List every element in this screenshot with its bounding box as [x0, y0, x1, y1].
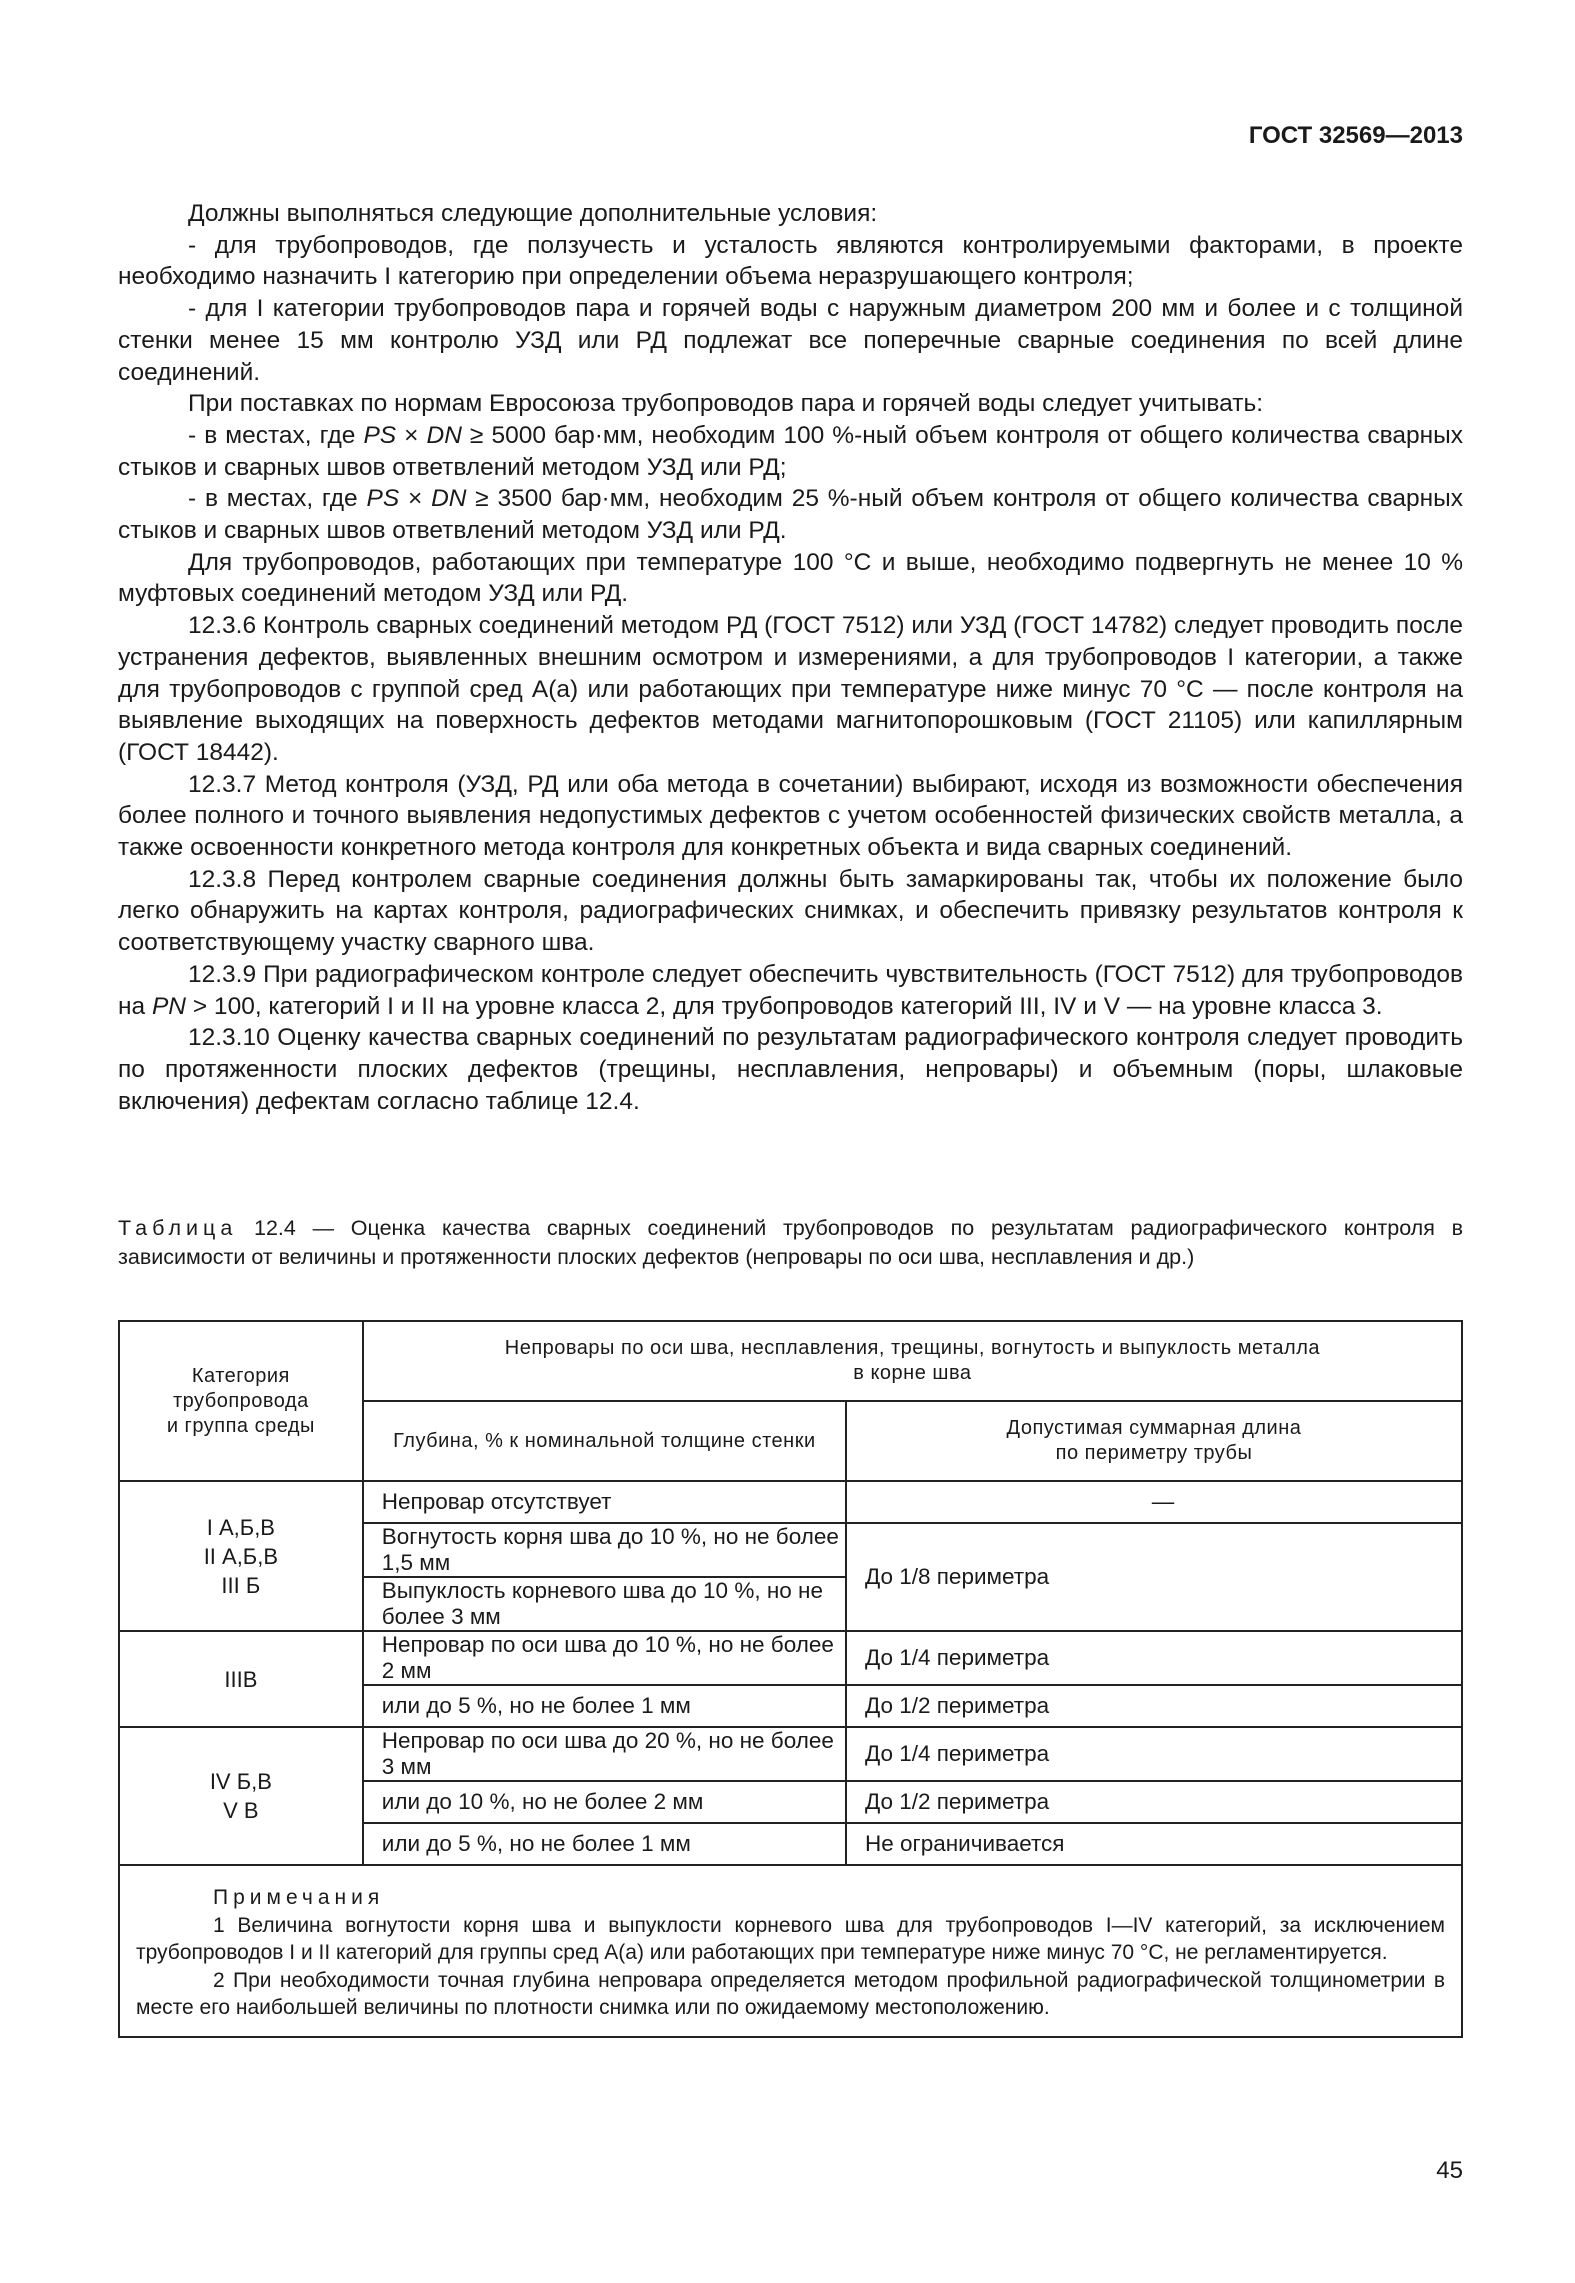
document-id: ГОСТ 32569—2013: [1248, 122, 1463, 149]
length-cell: Не ограничивается: [846, 1823, 1462, 1865]
body-text: [118, 198, 1463, 1117]
depth-cell: Непровар по оси шва до 20 %, но не более 3 мм: [363, 1727, 846, 1781]
depth-cell: Выпуклость корневого шва до 10 %, но не более 3 мм: [363, 1577, 846, 1631]
notes-title: Примечания: [213, 1886, 385, 1909]
paragraph: Для трубопроводов, работающих при температуре 100 °С и выше, необходимо подвергнуть не менее 10 % муфтовых соединений методом УЗД или РД.: [118, 548, 1463, 608]
table-caption-label: Таблица: [118, 1216, 238, 1240]
header-defects-group: Непровары по оси шва, несплавления, трещины, вогнутость и выпуклость металла в корне шва: [363, 1321, 1462, 1401]
table-row: [119, 1481, 1462, 1523]
length-cell: —: [846, 1481, 1462, 1523]
category-cell: IV Б,В V В: [119, 1727, 363, 1865]
paragraph: 12.3.9 При радиографическом контроле следует обеспечить чувствительность (ГОСТ 7512) для трубопроводов на PN > 100, категорий I и II на уровне класса 2, для трубопроводов категорий III, IV и V — на уровне класса 3.: [118, 960, 1463, 1020]
paragraph: Должны выполняться следующие дополнительные условия:: [188, 200, 878, 227]
paragraph: 12.3.10 Оценку качества сварных соединений по результатам радиографического контроля следует проводить по протяженности плоских дефектов (трещины, несплавления, непровары) и объемным (поры, шлаковые включения) дефектам согласно таблице 12.4.: [118, 1024, 1463, 1115]
paragraph: 12.3.7 Метод контроля (УЗД, РД или оба метода в сочетании) выбирают, исходя из возможности обеспечения более полного и точного выявления недопустимых дефектов с учетом особенностей физических свойств металла, а также освоенности конкретного метода контроля для конкретных объекта и вида сварных соединений.: [118, 770, 1463, 862]
length-cell: До 1/2 периметра: [846, 1685, 1462, 1727]
header-length: Допустимая суммарная длина по периметру трубы: [846, 1401, 1462, 1481]
depth-cell: или до 10 %, но не более 2 мм: [363, 1781, 846, 1823]
header-category: Категория трубопровода и группа среды: [119, 1321, 363, 1481]
paragraph: 12.3.8 Перед контролем сварные соединения должны быть замаркированы так, чтобы их положение было легко обнаружить на картах контроля, радиографических снимках, и обеспечить привязку результатов контроля к соответствующему участку сварного шва.: [118, 865, 1463, 957]
length-cell: До 1/4 периметра: [846, 1631, 1462, 1685]
length-cell: До 1/4 периметра: [846, 1727, 1462, 1781]
note-item: 1 Величина вогнутости корня шва и выпуклости корневого шва для трубопроводов I—IV категорий, за исключением трубопроводов I и II категорий для группы сред А(а) или работающих при температуре ниже минус 70 °С, не регламентируется.: [136, 1913, 1445, 1964]
note-item: 2 При необходимости точная глубина непровара определяется методом профильной радиографической толщинометрии в месте его наибольшей величины по плотности снимка или по ожидаемому местоположению.: [136, 1968, 1445, 2019]
depth-cell: Непровар по оси шва до 10 %, но не более 2 мм: [363, 1631, 846, 1685]
category-cell: IIIВ: [119, 1631, 363, 1727]
quality-table: [118, 1320, 1463, 2038]
depth-cell: или до 5 %, но не более 1 мм: [363, 1685, 846, 1727]
depth-cell: или до 5 %, но не более 1 мм: [363, 1823, 846, 1865]
page-number: 45: [1436, 2157, 1463, 2184]
paragraph: - в местах, где PS × DN ≥ 5000 бар·мм, необходим 100 %-ный объем контроля от общего количества сварных стыков и сварных швов ответвлений методом УЗД или РД;: [118, 421, 1464, 481]
length-cell: До 1/2 периметра: [846, 1781, 1462, 1823]
table-row: [119, 1631, 1462, 1685]
depth-cell: Непровар отсутствует: [363, 1481, 846, 1523]
table-notes: [119, 1865, 1462, 2037]
table-row: [119, 1727, 1462, 1781]
header-depth: Глубина, % к номинальной толщине стенки: [363, 1401, 846, 1481]
depth-cell: Вогнутость корня шва до 10 %, но не более 1,5 мм: [363, 1523, 846, 1577]
length-cell: До 1/8 периметра: [846, 1523, 1462, 1631]
paragraph: - для трубопроводов, где ползучесть и усталость являются контролируемыми факторами, в проекте необходимо назначить I категорию при определении объема неразрушающего контроля;: [118, 231, 1463, 291]
paragraph: 12.3.6 Контроль сварных соединений методом РД (ГОСТ 7512) или УЗД (ГОСТ 14782) следует проводить после устранения дефектов, выявленных внешним осмотром и измерениями, а для трубопроводов I категории, а также для трубопроводов с группой сред А(а) или работающих при температуре ниже минус 70 °С — после контроля на выявление выходящих на поверхность дефектов методами магнитопорошковым (ГОСТ 21105) или капиллярным (ГОСТ 18442).: [118, 612, 1463, 766]
paragraph: При поставках по нормам Евросоюза трубопроводов пара и горячей воды следует учитывать:: [188, 390, 1264, 418]
paragraph: - в местах, где PS × DN ≥ 3500 бар·мм, необходим 25 %-ный объем контроля от общего количества сварных стыков и сварных швов ответвлений методом УЗД или РД.: [118, 485, 1464, 545]
paragraph: - для I категории трубопроводов пара и горячей воды с наружным диаметром 200 мм и более и с толщиной стенки менее 15 мм контролю УЗД или РД подлежат все поперечные сварные соединения по всей длине соединений.: [118, 295, 1463, 386]
table-caption: Таблица 12.4 — Оценка качества сварных соединений трубопроводов по результатам радиографического контроля в зависимости от величины и протяженности плоских дефектов (непровары по оси шва, несплавления и др.): [118, 1216, 1463, 1269]
category-cell: I А,Б,В II А,Б,В III Б: [119, 1481, 363, 1631]
